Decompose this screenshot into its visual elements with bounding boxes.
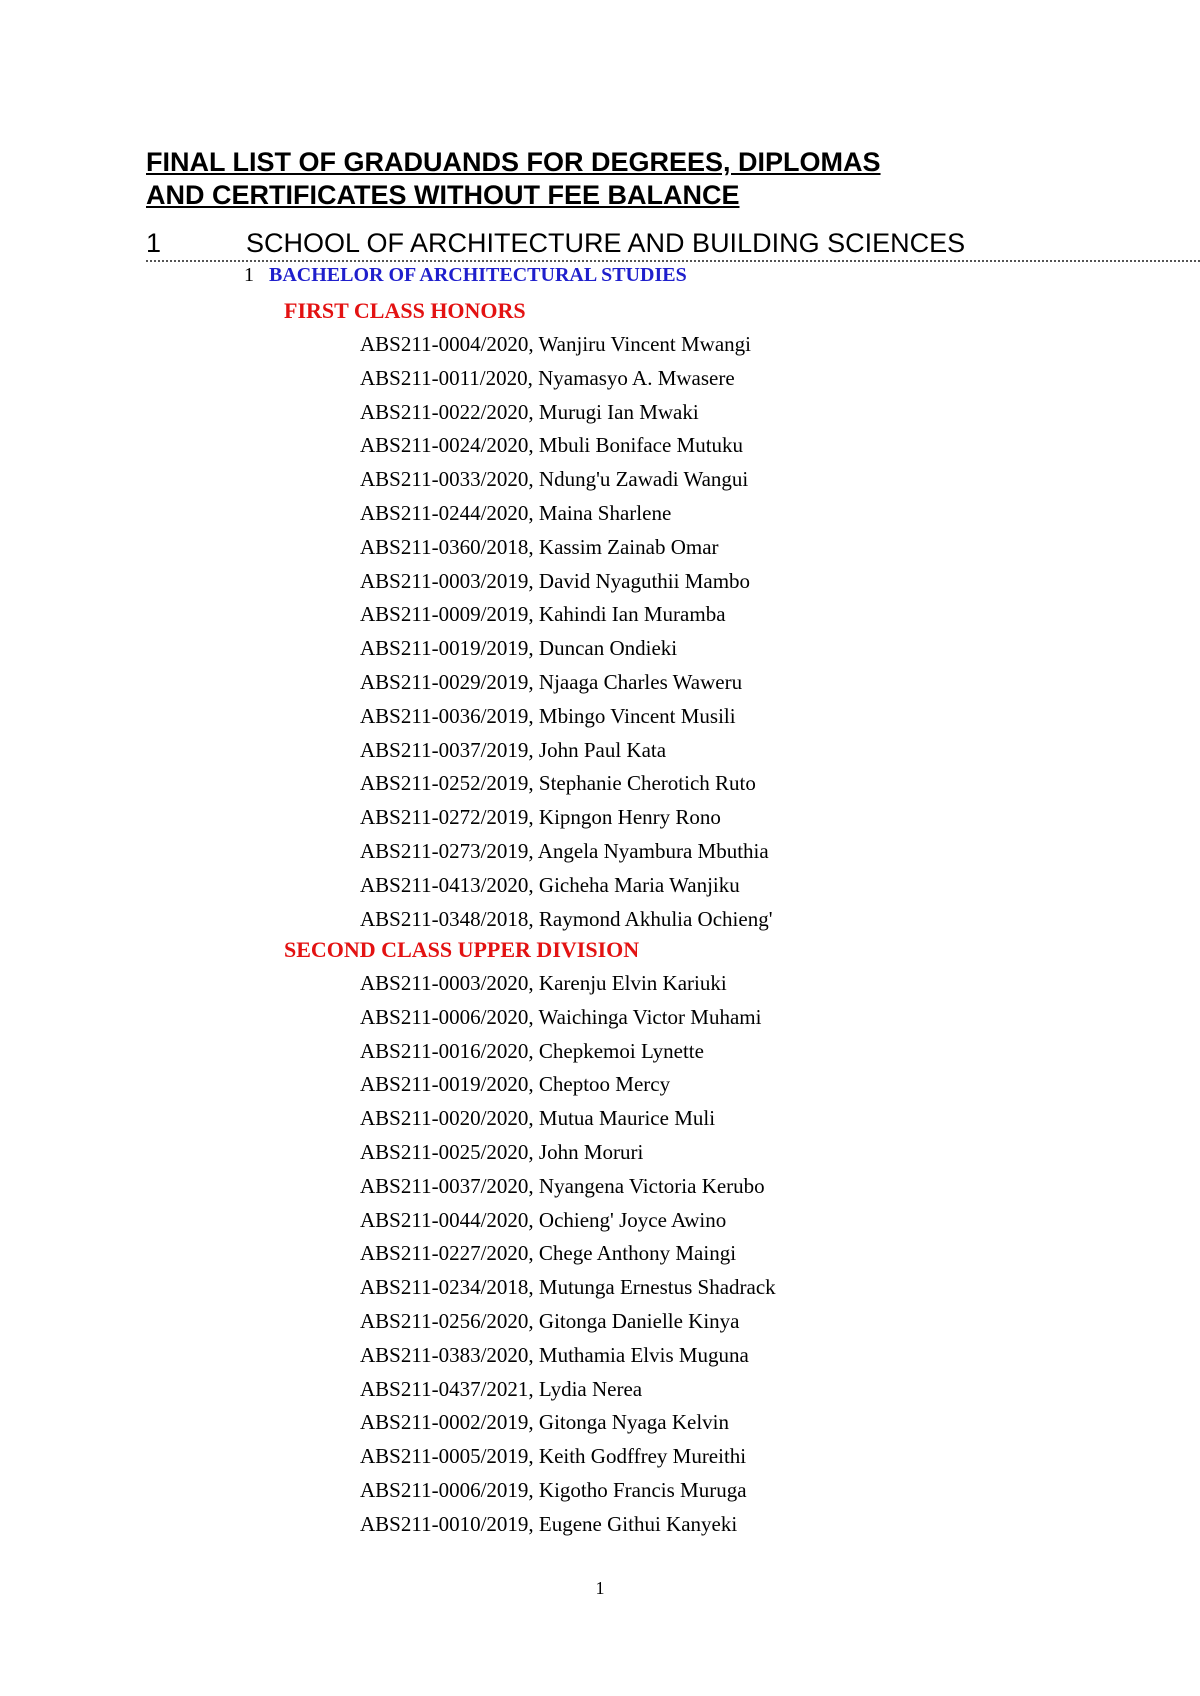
entry-text: ABS211-0037/2020, Nyangena Victoria Kerubo [360, 1173, 765, 1198]
entry-text: ABS211-0019/2019, Duncan Ondieki [360, 636, 678, 661]
entry-text: ABS211-0383/2020, Muthamia Elvis Muguna [360, 1342, 749, 1367]
entry-text: ABS211-0016/2020, Chepkemoi Lynette [360, 1038, 704, 1063]
entry-text: ABS211-0033/2020, Ndung'u Zawadi Wangui [360, 467, 749, 492]
programme-number: 1 [244, 264, 254, 286]
entry-text: ABS211-0004/2020, Wanjiru Vincent Mwangi [360, 332, 751, 356]
entry-text: ABS211-0272/2019, Kipngon Henry Rono [360, 805, 721, 830]
entry-text: ABS211-0256/2020, Gitonga Danielle Kinya [360, 1308, 740, 1333]
section-heading-first-class: FIRST CLASS HONORS [284, 298, 526, 323]
entry-text: ABS211-0019/2020, Cheptoo Mercy [360, 1072, 671, 1097]
entry-text: ABS211-0003/2020, Karenju Elvin Kariuki [360, 971, 727, 995]
programme-name: BACHELOR OF ARCHITECTURAL STUDIES [269, 264, 687, 286]
entry-text: ABS211-0044/2020, Ochieng' Joyce Awino [360, 1207, 727, 1232]
entry-text: ABS211-0234/2018, Mutunga Ernestus Shadrack [360, 1275, 776, 1300]
entry-text: ABS211-0360/2018, Kassim Zainab Omar [360, 534, 719, 559]
programme-heading [244, 262, 687, 288]
entry-text: ABS211-0244/2020, Maina Sharlene [360, 500, 672, 525]
entry-text: ABS211-0437/2021, Lydia Nerea [360, 1376, 643, 1401]
entry-text: ABS211-0029/2019, Njaaga Charles Waweru [360, 669, 743, 694]
entry-text: ABS211-0006/2019, Kigotho Francis Muruga [360, 1477, 747, 1502]
entry-text: ABS211-0025/2020, John Moruri [360, 1139, 644, 1164]
document-title [146, 146, 1046, 212]
school-name: SCHOOL OF ARCHITECTURE AND BUILDING SCIENCES [246, 228, 966, 258]
document-title-line-1: FINAL LIST OF GRADUANDS FOR DEGREES, DIPLOMAS [146, 147, 881, 177]
entry-text: ABS211-0005/2019, Keith Godffrey Mureithi [360, 1444, 747, 1469]
entry-text: ABS211-0036/2019, Mbingo Vincent Musili [360, 703, 736, 728]
document-title-line-2: AND CERTIFICATES WITHOUT FEE BALANCE [146, 180, 740, 210]
entry-text: ABS211-0252/2019, Stephanie Cherotich Ruto [360, 771, 756, 796]
entry-text: ABS211-0273/2019, Angela Nyambura Mbuthia [360, 838, 769, 863]
entry-text: ABS211-0009/2019, Kahindi Ian Muramba [360, 602, 726, 627]
school-heading [146, 226, 1200, 262]
entry-text: ABS211-0037/2019, John Paul Kata [360, 737, 667, 762]
entry-text: ABS211-0024/2020, Mbuli Boniface Mutuku [360, 433, 744, 458]
entry-text: ABS211-0002/2019, Gitonga Nyaga Kelvin [360, 1410, 730, 1435]
entry-text: ABS211-0006/2020, Waichinga Victor Muhami [360, 1004, 762, 1029]
entry-text: ABS211-0413/2020, Gicheha Maria Wanjiku [360, 872, 740, 897]
entry-text: ABS211-0020/2020, Mutua Maurice Muli [360, 1106, 716, 1131]
section-heading-second-upper: SECOND CLASS UPPER DIVISION [284, 937, 640, 962]
entry-text: ABS211-0003/2019, David Nyaguthii Mambo [360, 568, 751, 593]
entry-text: ABS211-0022/2020, Murugi Ian Mwaki [360, 399, 699, 424]
page-number: 1 [595, 1578, 605, 1598]
entry-text: ABS211-0011/2020, Nyamasyo A. Mwasere [360, 365, 735, 390]
entry-text: ABS211-0227/2020, Chege Anthony Maingi [360, 1241, 737, 1266]
entry-text: ABS211-0010/2019, Eugene Githui Kanyeki [360, 1511, 738, 1536]
entry-text: ABS211-0348/2018, Raymond Akhulia Ochieng' [360, 906, 773, 931]
school-number: 1 [146, 228, 162, 258]
